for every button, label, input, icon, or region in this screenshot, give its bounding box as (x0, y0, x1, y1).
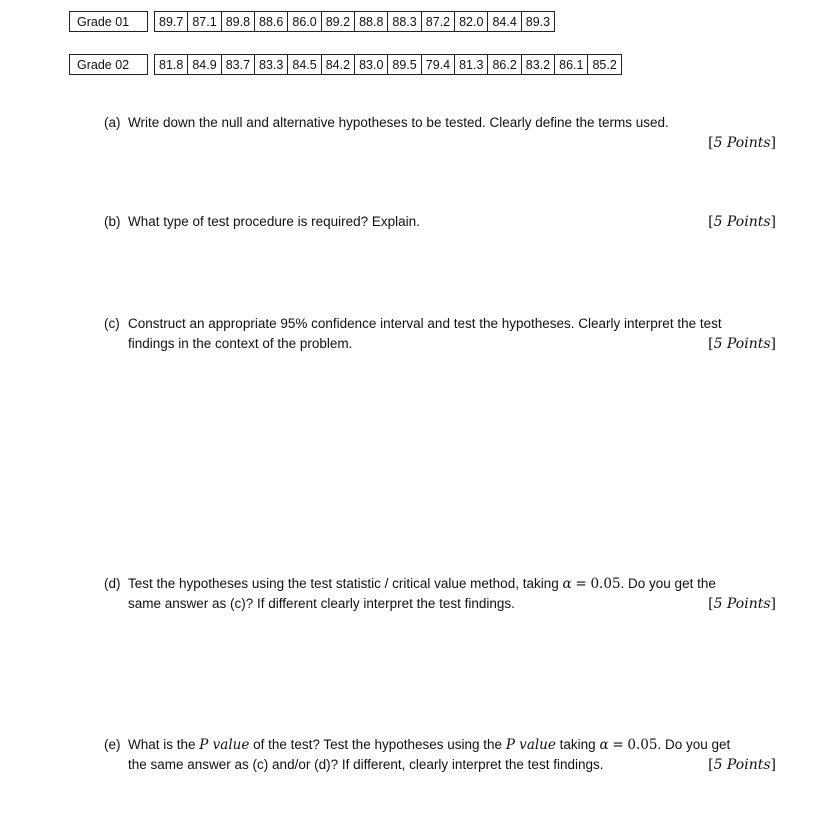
question-b (104, 212, 776, 232)
question-b-line-1 (104, 212, 776, 232)
question-d-equals: = (575, 576, 587, 592)
grade-02-value: 85.2 (588, 55, 621, 75)
grade-01-value: 86.0 (288, 12, 321, 32)
question-e-alpha: α (599, 737, 609, 753)
question-e-line-1 (104, 735, 776, 755)
grade-01-value: 88.8 (355, 12, 388, 32)
question-e-alpha-value: 0.05 (627, 737, 658, 753)
grade-01-value: 88.6 (255, 12, 288, 32)
question-d-text-pre: Test the hypotheses using the test statistic / critical value method, taking (128, 576, 559, 591)
question-d (104, 574, 776, 614)
grade-01-value: 87.1 (188, 12, 221, 32)
question-a-text: Write down the null and alternative hypotheses to be tested. Clearly define the terms used. (128, 115, 669, 130)
question-e-points: [5 Points] (708, 757, 776, 773)
grade-01-value: 89.7 (155, 12, 188, 32)
question-e-letter: (e) (104, 737, 121, 752)
question-d-text-post: . Do you get the (620, 576, 716, 591)
grade-02-value: 84.9 (188, 55, 221, 75)
grade-02-value: 79.4 (421, 55, 454, 75)
grade-02-value: 83.7 (221, 55, 254, 75)
question-e-equals: = (612, 737, 624, 753)
question-c-text-line-2: findings in the context of the problem. (128, 336, 353, 351)
question-c-points: [5 Points] (708, 336, 776, 352)
table-gap (148, 55, 155, 75)
grade-01-label: Grade 01 (70, 12, 148, 32)
question-e-text-mid-1: of the test? Test the hypotheses using the (253, 737, 503, 752)
question-a-points: [5 Points] (708, 135, 776, 151)
question-c-letter: (c) (104, 316, 120, 331)
grade-02-value: 83.0 (355, 55, 388, 75)
grade-01-value: 82.0 (455, 12, 488, 32)
question-c (104, 314, 776, 354)
question-a-points-row (104, 133, 776, 153)
grade-02-value: 89.5 (388, 55, 421, 75)
grade-01-table (69, 11, 555, 32)
question-d-text-line-2: same answer as (c)? If different clearly interpret the test findings. (128, 596, 515, 611)
grade-02-value: 86.1 (555, 55, 588, 75)
question-c-line-2 (104, 334, 776, 354)
grade-01-value: 87.2 (421, 12, 454, 32)
question-d-points: [5 Points] (708, 596, 776, 612)
grade-02-value: 81.3 (455, 55, 488, 75)
grade-02-row (70, 55, 622, 75)
grade-02-value: 83.3 (255, 55, 288, 75)
question-b-text: What type of test procedure is required? Explain. (128, 214, 420, 229)
question-a-letter: (a) (104, 115, 121, 130)
question-a (104, 113, 776, 153)
question-c-text-line-1: Construct an appropriate 95% confidence interval and test the hypotheses. Clearly interpret the test (128, 316, 722, 331)
question-d-line-1 (104, 574, 776, 594)
grade-01-value: 89.3 (521, 12, 554, 32)
grade-01-value: 88.3 (388, 12, 421, 32)
question-d-letter: (d) (104, 576, 121, 591)
grade-01-value: 89.8 (221, 12, 254, 32)
question-e-text-mid-2: taking (559, 737, 596, 752)
grade-01-value: 84.4 (488, 12, 521, 32)
grade-02-label: Grade 02 (70, 55, 148, 75)
table-gap (148, 12, 155, 32)
question-e (104, 735, 776, 775)
grade-02-value: 84.2 (321, 55, 354, 75)
question-e-p-value-2: P value (505, 737, 556, 753)
question-c-line-1 (104, 314, 776, 334)
question-a-line-1 (104, 113, 776, 133)
grade-01-row (70, 12, 555, 32)
question-d-alpha-value: 0.05 (590, 576, 621, 592)
grade-02-value: 86.2 (488, 55, 521, 75)
question-b-points: [5 Points] (708, 214, 776, 230)
grade-01-value: 89.2 (321, 12, 354, 32)
question-d-alpha: α (562, 576, 572, 592)
grade-02-value: 84.5 (288, 55, 321, 75)
question-e-text-pre: What is the (128, 737, 196, 752)
question-e-line-2 (104, 755, 776, 775)
grade-02-value: 83.2 (521, 55, 554, 75)
grade-02-value: 81.8 (155, 55, 188, 75)
question-e-p-value: P value (199, 737, 250, 753)
question-e-text-line-2: the same answer as (c) and/or (d)? If different, clearly interpret the test findings. (128, 757, 604, 772)
question-e-text-post: . Do you get (657, 737, 731, 752)
question-b-letter: (b) (104, 214, 121, 229)
question-d-line-2 (104, 594, 776, 614)
grade-02-table (69, 54, 622, 75)
